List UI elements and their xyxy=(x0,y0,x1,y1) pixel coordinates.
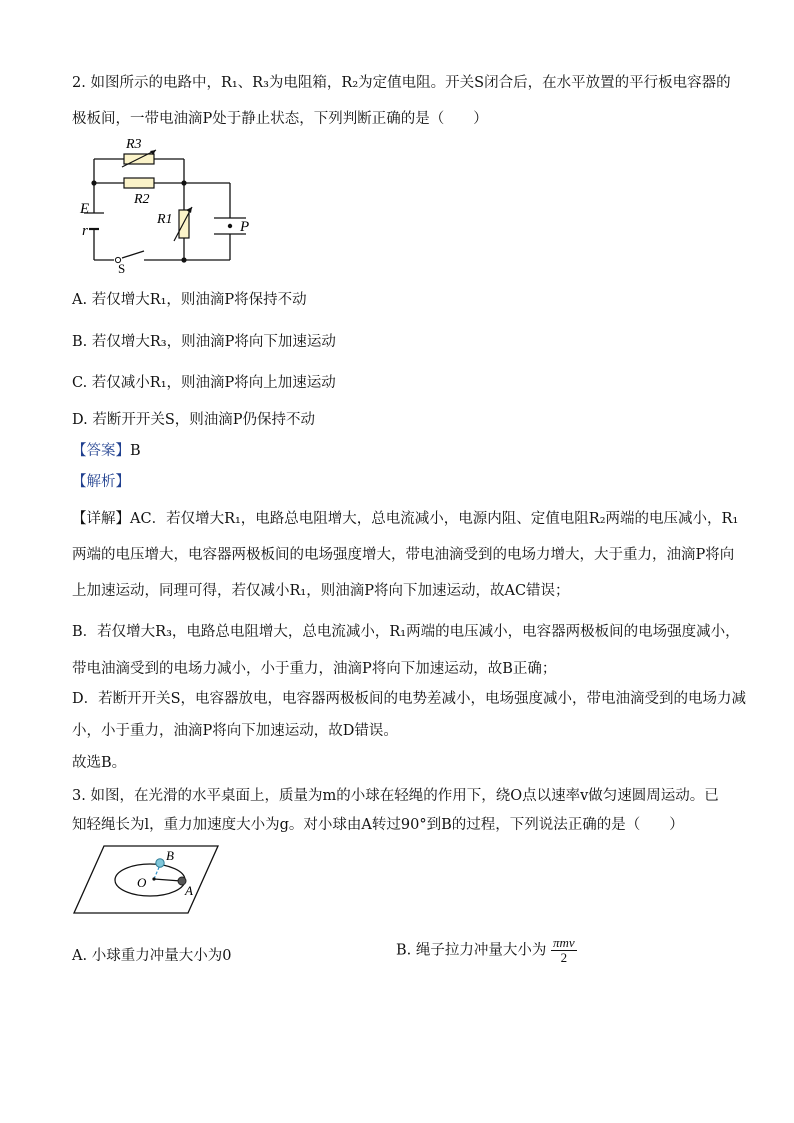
q2-option-a: A. 若仅增大R₁，则油滴P将保持不动 xyxy=(72,292,307,308)
q3-stem-line2: 知轻绳长为l，重力加速度大小为g。对小球由A转过90°到B的过程，下列说法正确的是（ ） xyxy=(72,817,684,833)
q2-option-b: B. 若仅增大R₃，则油滴P将向下加速运动 xyxy=(72,334,336,350)
detail-tag: 【详解】 xyxy=(72,511,130,527)
q3-option-a: A. 小球重力冲量大小为0 xyxy=(72,948,232,964)
detail-line-4: B．若仅增大R₃，电路总电阻增大，总电流减小，R₁两端的电压减小，电容器两极板间的电场强度减小， xyxy=(72,624,740,640)
detail-line-6: D．若断开开关S，电容器放电，电容器两极板间的电势差减小，电场强度减小，带电油滴受到的电场力减 xyxy=(72,691,747,707)
analysis-tag: 【解析】 xyxy=(72,474,130,490)
label-r3: R3 xyxy=(126,137,142,152)
fraction: $\frac{\text{πmv}}{2}$ xyxy=(552,935,575,965)
answer-tag: 【答案】 xyxy=(72,443,130,459)
label-r2: R2 xyxy=(134,192,150,207)
detail-line-1: 【详解】AC．若仅增大R₁，电路总电阻增大，总电流减小，电源内阻、定值电阻R₂两端的电压减小，R₁ xyxy=(72,511,739,527)
label-b: B xyxy=(166,848,174,863)
answer-value: B xyxy=(130,443,141,459)
q2-stem-line2: 极板间，一带电油滴P处于静止状态，下列判断正确的是（ ） xyxy=(72,111,488,127)
label-switch: S xyxy=(118,261,126,275)
detail-line-8: 故选B。 xyxy=(72,755,127,771)
label-drop: P xyxy=(240,219,250,235)
q3-stem-line1: 3. 如图，在光滑的水平桌面上，质量为m的小球在轻绳的作用下，绕O点以速率v做匀速圆周运动。已 xyxy=(72,788,719,804)
label-r1: R1 xyxy=(157,212,173,227)
detail-line-5: 带电油滴受到的电场力减小，小于重力，油滴P将向下加速运动，故B正确； xyxy=(72,661,557,677)
label-internal-r: r xyxy=(82,223,88,239)
label-a: A xyxy=(185,883,193,898)
q2-option-c: C. 若仅减小R₁，则油滴P将向上加速运动 xyxy=(72,375,336,391)
detail-line-2: 两端的电压增大，电容器两极板间的电场强度增大，带电油滴受到的电场力增大，大于重力，油滴P将向 xyxy=(72,547,735,563)
q2-option-d: D. 若断开开关S，则油滴P仍保持不动 xyxy=(72,412,316,428)
detail-line-3: 上加速运动，同理可得，若仅减小R₁，则油滴P将向下加速运动，故AC错误； xyxy=(72,583,570,599)
label-emf: E xyxy=(80,201,90,217)
answer-line xyxy=(72,441,141,461)
detail-line-7: 小，小于重力，油滴P将向下加速运动，故D错误。 xyxy=(72,723,398,739)
circuit-diagram xyxy=(70,135,270,275)
label-o: O xyxy=(137,875,147,890)
q3-option-b: B. 绳子拉力冲量大小为 $\frac{\text{πmv}}{2}$ xyxy=(396,935,575,965)
circular-motion-diagram xyxy=(70,843,225,918)
q2-stem-line1: 2. 如图所示的电路中，R₁、R₃为电阻箱，R₂为定值电阻。开关S闭合后，在水平放置的平行板电容器的 xyxy=(72,75,731,91)
